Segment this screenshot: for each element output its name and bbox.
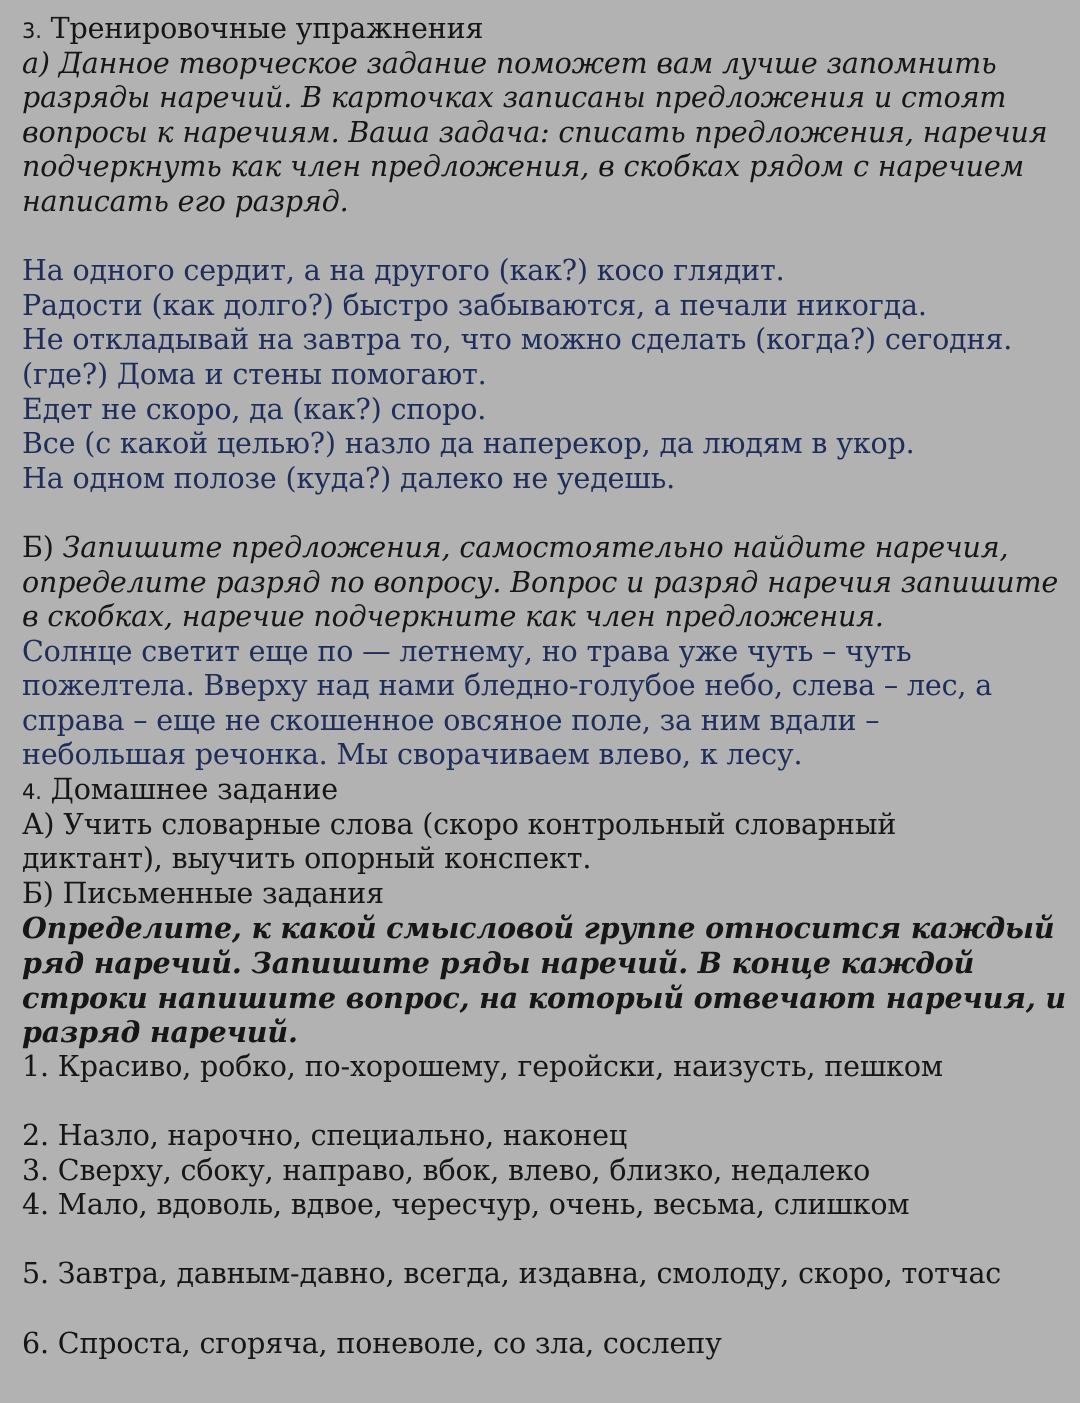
- exercise-sentence: Все (с какой целью?) назло да наперекор, да людям в укор.: [22, 427, 915, 461]
- section-4-title: Домашнее задание: [50, 773, 338, 807]
- spacer: [22, 1223, 1080, 1258]
- exercise-sentence: На одного сердит, а на другого (как?) косо глядит.: [22, 254, 785, 288]
- passage-line: справа – еще не скошенное овсяное поле, за ним вдали –: [22, 703, 880, 737]
- homework-a-line: А) Учить словарные слова (скоро контрольный словарный: [22, 807, 897, 841]
- spacer: [22, 1084, 1080, 1119]
- homework-instruction-line: Определите, к какой смысловой группе относится каждый: [22, 911, 1055, 946]
- adverb-row: 1. Красиво, робко, по-хорошему, геройски, наизусть, пешком: [22, 1049, 943, 1083]
- homework-a-line: диктант), выучить опорный конспект.: [22, 842, 592, 876]
- adverb-row: 3. Сверху, сбоку, направо, вбок, влево, близко, недалеко: [22, 1153, 871, 1187]
- section-4-number: 4.: [22, 780, 42, 805]
- passage-line: пожелтела. Вверху над нами бледно-голубое небо, слева – лес, а: [22, 669, 993, 703]
- adverb-row: 6. Спроста, сгоряча, поневоле, со зла, сослепу: [22, 1326, 722, 1360]
- homework-instruction-line: разряд наречий.: [22, 1015, 298, 1050]
- task-b-first-line: [22, 531, 1080, 566]
- task-b-line: определите разряд по вопросу. Вопрос и разряд наречия запишите: [22, 565, 1059, 599]
- task-a-line: написать его разряд.: [22, 184, 349, 218]
- task-a-line: вопросы к наречиям. Ваша задача: списать предложения, наречия: [22, 115, 1048, 149]
- section-4-heading: [22, 773, 1080, 808]
- exercise-sentence: Не откладывай на завтра то, что можно сделать (когда?) сегодня.: [22, 323, 1013, 357]
- homework-b-title: Б) Письменные задания: [22, 876, 384, 910]
- task-b-prefix: Б): [22, 530, 63, 564]
- passage-line: Солнце светит еще по — летнему, но трава уже чуть – чуть: [22, 634, 912, 668]
- adverb-row: 4. Мало, вдоволь, вдвое, чересчур, очень, весьма, слишком: [22, 1188, 910, 1222]
- adverb-row: 5. Завтра, давным-давно, всегда, издавна, смолоду, скоро, тотчас: [22, 1257, 1002, 1291]
- task-b-line: в скобках, наречие подчеркните как член предложения.: [22, 600, 884, 634]
- homework-instruction-line: ряд наречий. Запишите ряды наречий. В конце каждой: [22, 946, 975, 981]
- spacer: [22, 496, 1080, 531]
- task-a-line: разряды наречий. В карточках записаны предложения и стоят: [22, 81, 1007, 115]
- task-a-line: а) Данное творческое задание поможет вам лучше запомнить: [22, 46, 997, 80]
- spacer: [22, 1292, 1080, 1327]
- exercise-sentence: На одном полозе (куда?) далеко не уедешь.: [22, 461, 676, 495]
- exercise-sentence: Радости (как долго?) быстро забываются, а печали никогда.: [22, 288, 927, 322]
- exercise-sentence: Едет не скоро, да (как?) споро.: [22, 392, 487, 426]
- task-b-instruction-start: Запишите предложения, самостоятельно найдите наречия,: [62, 530, 1009, 564]
- homework-instruction-line: строки напишите вопрос, на который отвечают наречия, и: [22, 980, 1066, 1015]
- section-3-title: Тренировочные упражнения: [50, 12, 484, 45]
- passage-line: небольшая речонка. Мы сворачиваем влево, к лесу.: [22, 738, 803, 772]
- task-a-line: подчеркнуть как член предложения, в скобках рядом с наречием: [22, 150, 1025, 184]
- spacer: [22, 220, 1080, 255]
- section-3-heading: [22, 12, 1080, 47]
- exercise-sentence: (где?) Дома и стены помогают.: [22, 357, 487, 391]
- adverb-row: 2. Назло, нарочно, специально, наконец: [22, 1119, 628, 1152]
- section-3-number: 3.: [22, 19, 42, 43]
